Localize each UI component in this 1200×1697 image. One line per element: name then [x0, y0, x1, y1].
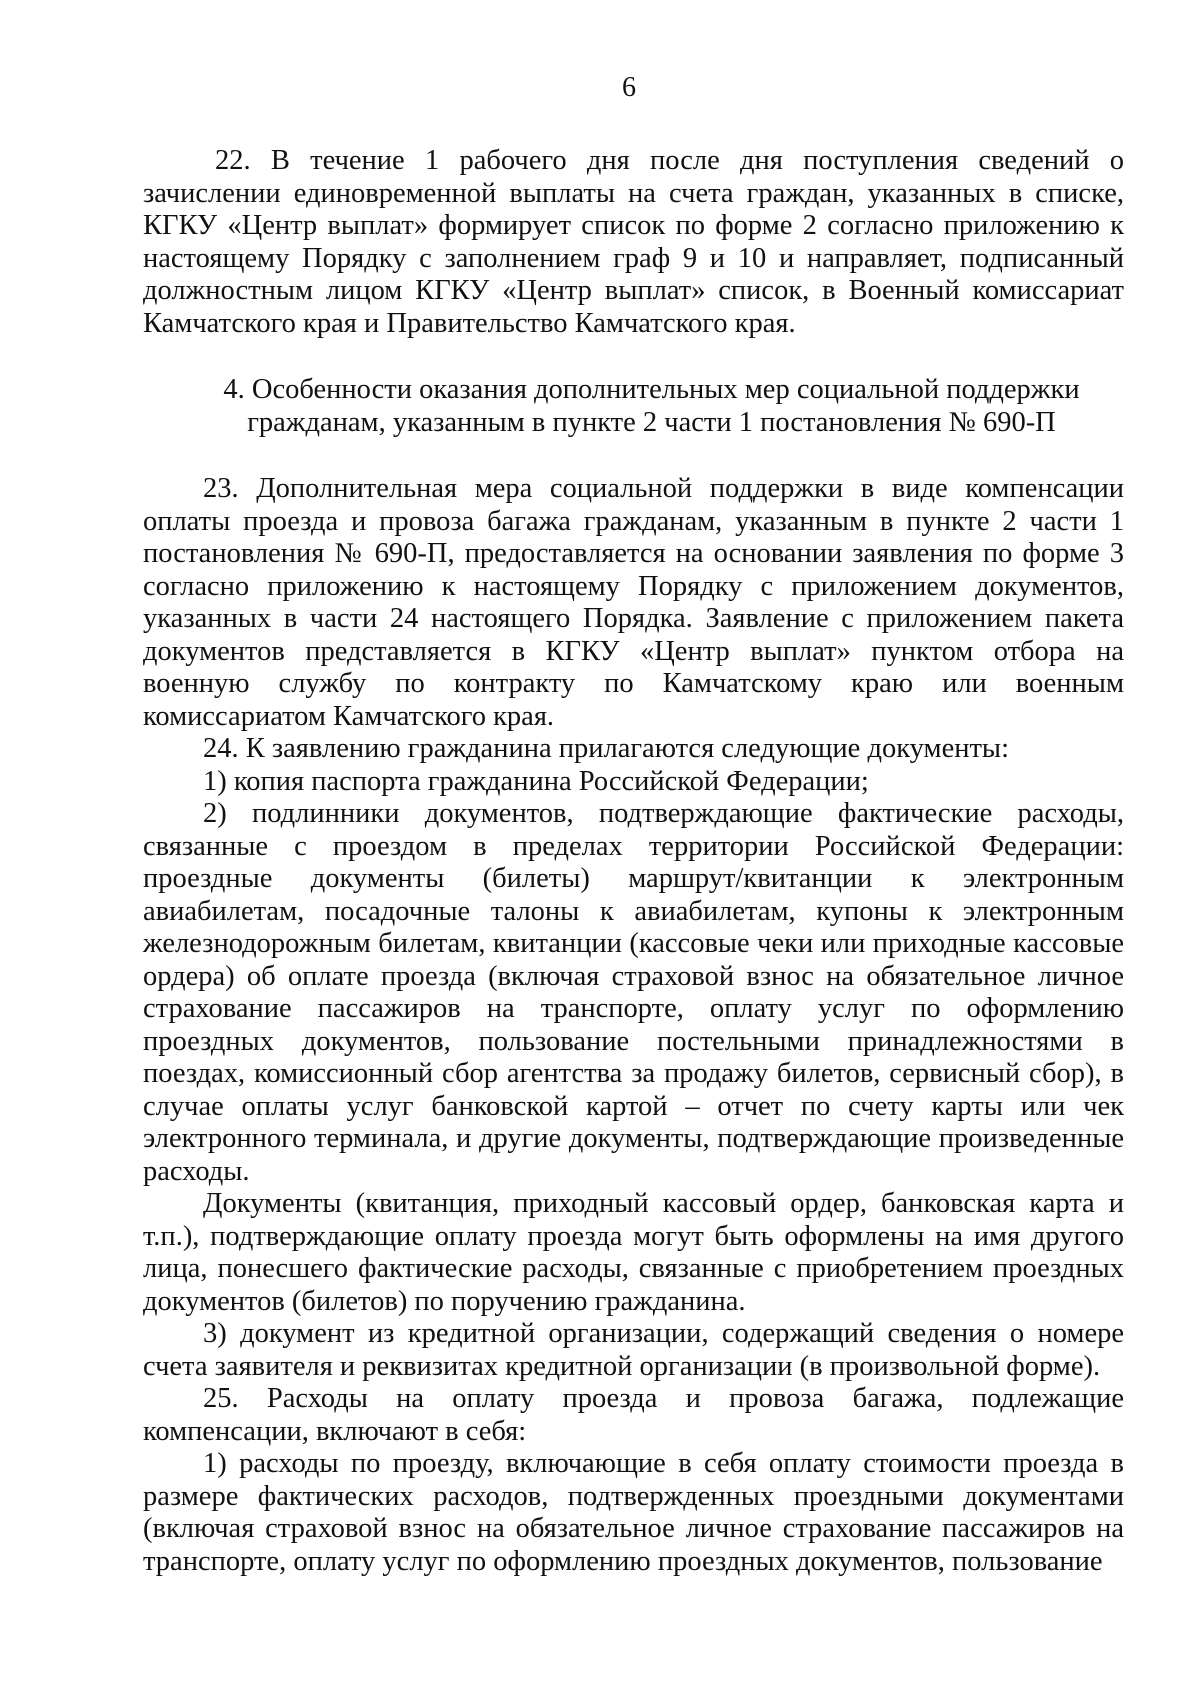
paragraph-24-documents-note: Документы (квитанция, приходный кассовый ордер, банковская карта и т.п.), подтверждающие оплату проезда могут быть оформлены на имя другого лица, понесшего фактические расходы, связанные с приобретением проездных документов (билетов) по поручению гражданина. [143, 1188, 1124, 1317]
paragraph-24: 24. К заявлению гражданина прилагаются следующие документы: [203, 733, 1009, 764]
page-number: 6 [622, 72, 636, 103]
paragraph-24-item-2: 2) подлинники документов, подтверждающие фактические расходы, связанные с проездом в пределах территории Российской Федерации: проездные документы (билеты) маршрут/квитанции к электронным авиабилетам, посадочные талоны к авиабилетам, купоны к электронным железнодорожным билетам, квитанции (кассовые чеки или приходные кассовые ордера) об оплате проезда (включая страховой взнос на обязательное личное страхование пассажиров на транспорте, оплату услуг по оформлению проездных документов, пользование постельными принадлежностями в поездах, комиссионный сбор агентства за продажу билетов, сервисный сбор), в случае оплаты услуг банковской картой – отчет по счету карты или чек электронного терминала, и другие документы, подтверждающие произведенные расходы. [143, 798, 1124, 1187]
document-body [143, 145, 1124, 1578]
section-heading: 4. Особенности оказания дополнительных мер социальной поддержки гражданам, указанным в пункте 2 части 1 постановления № 690-П [223, 374, 1080, 438]
paragraph-25-item-1: 1) расходы по проезду, включающие в себя оплату стоимости проезда в размере фактических расходов, подтвержденных проездными документами (включая страховой взнос на обязательное личное страхование пассажиров на транспорте, оплату услуг по оформлению проездных документов, пользование [143, 1448, 1124, 1577]
paragraph-24-item-1: 1) копия паспорта гражданина Российской Федерации; [203, 765, 869, 797]
paragraph-24-item-3: 3) документ из кредитной организации, содержащий сведения о номере счета заявителя и реквизитах кредитной организации (в произвольной форме). [143, 1318, 1124, 1382]
paragraph-22: 22. В течение 1 рабочего дня после дня поступления сведений о зачислении единовременной выплаты на счета граждан, указанных в списке, КГКУ «Центр выплат» формирует список по форме 2 согласно приложению к настоящему Порядку с заполнением граф 9 и 10 и направляет, подписанный должностным лицом КГКУ «Центр выплат» список, в Военный комиссариат Камчатского края и Правительство Камчатского края. [143, 145, 1124, 339]
paragraph-23: 23. Дополнительная мера социальной поддержки в виде компенсации оплаты проезда и провоза багажа гражданам, указанным в пункте 2 части 1 постановления № 690-П, предоставляется на основании заявления по форме 3 согласно приложению к настоящему Порядку с приложением документов, указанных в части 24 настоящего Порядка. Заявление с приложением пакета документов представляется в КГКУ «Центр выплат» пунктом отбора на военную службу по контракту по Камчатскому краю или военным комиссариатом Камчатского края. [143, 473, 1124, 732]
paragraph-25: 25. Расходы на оплату проезда и провоза багажа, подлежащие компенсации, включают в себя: [143, 1383, 1124, 1447]
